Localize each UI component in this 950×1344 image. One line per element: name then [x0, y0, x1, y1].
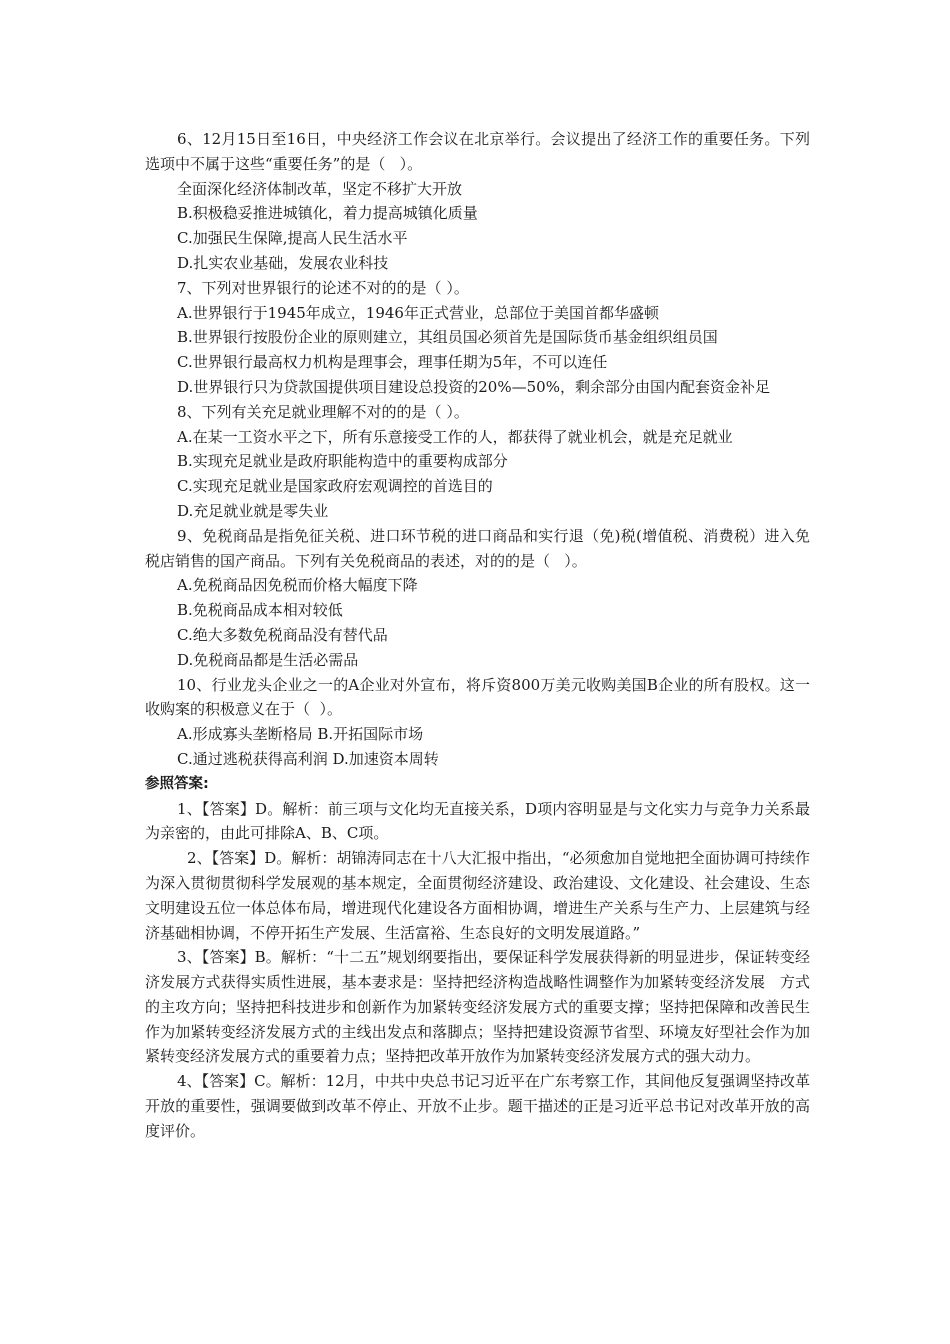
question-7-option: A.世界银行于1945年成立，1946年正式营业，总部位于美国首都华盛顿	[177, 303, 659, 322]
question-7-stem: 7、下列对世界银行的论述不对的的是（ ）。	[177, 278, 469, 297]
answers-heading: 参照答案:	[145, 775, 209, 792]
question-7-option: B.世界银行按股份企业的原则建立，其组员国必须首先是国际货币基金组织组员国	[177, 328, 718, 347]
question-7-option: C.世界银行最高权力机构是理事会，理事任期为5年，不可以连任	[177, 353, 608, 372]
question-6-option: B.积极稳妥推进城镇化，着力提高城镇化质量	[177, 204, 478, 223]
question-8-option: D.充足就业就是零失业	[177, 501, 329, 520]
question-9-option: B.免税商品成本相对较低	[177, 601, 343, 620]
question-10-option: A.形成寡头垄断格局 B.开拓国际市场	[177, 725, 424, 744]
question-8-stem: 8、下列有关充足就业理解不对的的是（ ）。	[177, 402, 469, 421]
answer-4: 4、【答案】C。解析：12月，中共中央总书记习近平在广东考察工作，其间他反复强调坚持改革开放的重要性，强调要做到改革不停止、开放不止步。题干描述的正是习近平总书记对改革开放的高度评价。	[145, 1072, 810, 1140]
question-9-option: A.免税商品因免税而价格大幅度下降	[177, 576, 418, 595]
question-6-stem: 6、12月15日至16日，中央经济工作会议在北京举行。会议提出了经济工作的重要任务。下列选项中不属于这些“重要任务”的是（ ）。	[145, 130, 810, 173]
question-6-option: C.加强民生保障,提高人民生活水平	[177, 229, 408, 248]
question-6-option: 全面深化经济体制改革，坚定不移扩大开放	[177, 179, 463, 198]
document-body	[145, 127, 810, 1144]
answer-1: 1、【答案】D。解析：前三项与文化均无直接关系，D项内容明显是与文化实力与竞争力关系最为亲密的，由此可排除A、B、C项。	[145, 799, 810, 843]
question-9-option: C.绝大多数免税商品没有替代品	[177, 625, 388, 644]
question-8-option: A.在某一工资水平之下，所有乐意接受工作的人，都获得了就业机会，就是充足就业	[177, 427, 733, 446]
question-6-option: D.扎实农业基础，发展农业科技	[177, 253, 389, 272]
question-9-stem: 9、免税商品是指免征关税、进口环节税的进口商品和实行退（免)税(增值税、消费税）进入免税店销售的国产商品。下列有关免税商品的表述，对的的是（ ）。	[145, 526, 810, 570]
question-8-option: C.实现充足就业是国家政府宏观调控的首选目的	[177, 477, 493, 496]
question-10-option: C.通过逃税获得高利润 D.加速资本周转	[177, 749, 439, 768]
question-7-option: D.世界银行只为贷款国提供项目建设总投资的20%—50%，剩余部分由国内配套资金补足	[177, 377, 770, 396]
question-8-option: B.实现充足就业是政府职能构造中的重要构成部分	[177, 452, 508, 471]
answer-2: 2、【答案】D。解析：胡锦涛同志在十八大汇报中指出，“必须愈加自觉地把全面协调可持续作为深入贯彻贯彻科学发展观的基本规定，全面贯彻经济建设、政治建设、文化建设、社会建设、生态文明建设五位一体总体布局，增进现代化建设各方面相协调，增进生产关系与生产力、上层建筑与经济基础相协调，不停开拓生产发展、生活富裕、生态良好的文明发展道路。”	[145, 849, 810, 942]
answer-3: 3、【答案】B。解析：“十二五”规划纲要指出，要保证科学发展获得新的明显进步，保证转变经济发展方式获得实质性进展，基本妻求是：坚持把经济构造战略性调整作为加紧转变经济发展 方式的主攻方向；坚持把科技进步和创新作为加紧转变经济发展方式的重要支撑；坚持把保障和改善民生作为加紧转变经济发展方式的主线出发点和落脚点；坚持把建设资源节省型、环境友好型社会作为加紧转变经济发展方式的重要着力点；坚持把改革开放作为加紧转变经济发展方式的强大动力。	[145, 948, 810, 1066]
question-9-option: D.免税商品都是生活必需品	[177, 650, 359, 669]
question-10-stem: 10、行业龙头企业之一的A企业对外宣布，将斥资800万美元收购美国B企业的所有股权。这一收购案的积极意义在于（ ）。	[145, 675, 810, 719]
